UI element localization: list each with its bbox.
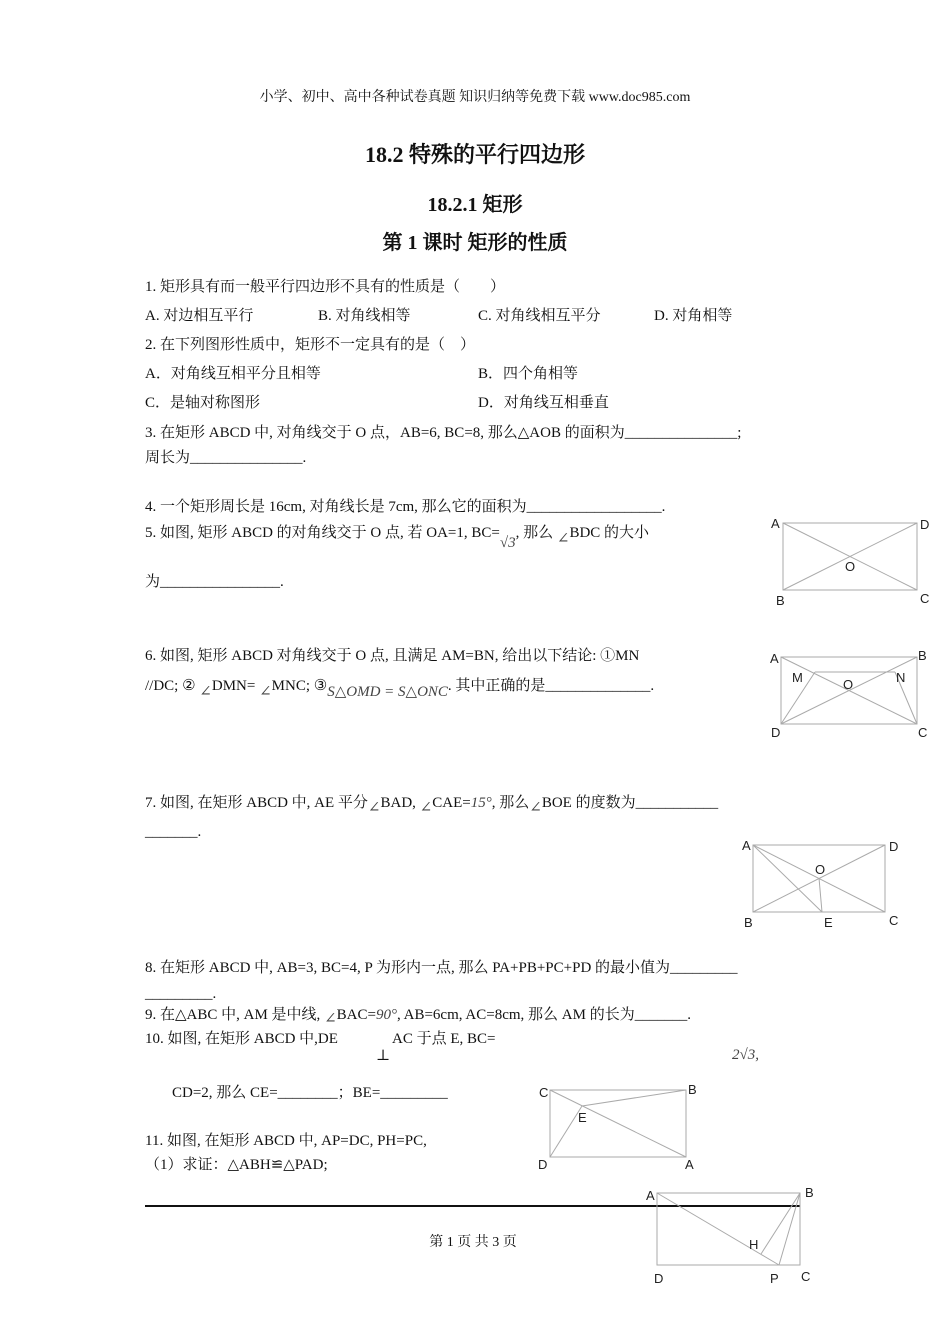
q6-line1: 6. 如图, 矩形 ABCD 对角线交于 O 点, 且满足 AM=BN, 给出以下结论: ①MN (145, 648, 640, 664)
perp-symbol: ⊥ (376, 1048, 391, 1064)
q1-option-d: D. 对角相等 (654, 308, 733, 324)
svg-text:D: D (538, 1157, 548, 1172)
figure-q10 (538, 1082, 697, 1172)
svg-text:B: B (776, 593, 785, 608)
sqrt3: √3 (499, 535, 516, 551)
svg-text:A: A (770, 651, 779, 666)
svg-text:A: A (646, 1188, 655, 1203)
q10-bc-value: 2√3, (732, 1047, 759, 1063)
q5-line2: 为________________. (145, 574, 284, 590)
svg-text:B: B (744, 915, 753, 930)
svg-text:A: A (685, 1157, 694, 1172)
q2-option-b: B．四个角相等 (478, 366, 579, 382)
svg-text:O: O (815, 862, 826, 877)
figure-q6 (770, 648, 927, 740)
q3-line1: 3. 在矩形 ABCD 中, 对角线交于 O 点，AB=6, BC=8, 那么△AOB 的面积为_______________; (145, 425, 742, 441)
q10-line1: 10. 如图, 在矩形 ABCD 中,DE (145, 1031, 338, 1047)
figure-q7 (742, 838, 898, 930)
q1-option-c: C. 对角线相互平分 (478, 308, 601, 324)
q10-line1b: AC 于点 E, BC= (392, 1031, 496, 1047)
q4: 4. 一个矩形周长是 16cm, 对角线长是 7cm, 那么它的面积为__________________. (145, 499, 666, 515)
page-header: 小学、初中、高中各种试卷真题 知识归纳等免费下载 www.doc985.com (259, 90, 691, 105)
svg-text:D: D (889, 839, 899, 854)
figure-q5 (771, 516, 929, 608)
area-formula: S△OMD = S△ONC (327, 684, 448, 700)
svg-text:A: A (771, 516, 780, 531)
svg-text:D: D (920, 517, 930, 532)
q5-line1: 5. 如图, 矩形 ABCD 的对角线交于 O 点, 若 OA=1, BC=√3, 那么 ∠BDC 的大小 (145, 525, 650, 551)
footer-rule (145, 1205, 800, 1207)
q11-line1: 11. 如图, 在矩形 ABCD 中, AP=DC, PH=PC, (145, 1133, 427, 1149)
svg-text:B: B (688, 1082, 697, 1097)
svg-text:C: C (889, 913, 899, 928)
angle-symbol: ∠ (556, 531, 570, 547)
q1-stem: 1. 矩形具有而一般平行四边形不具有的性质是（ ） (145, 279, 506, 295)
svg-text:C: C (918, 725, 928, 740)
q1-option-b: B. 对角线相等 (318, 308, 411, 324)
subsection-title: 18.2.1 矩形 (427, 194, 523, 216)
svg-text:A: A (742, 838, 751, 853)
q2-option-c: C．是轴对称图形 (145, 395, 261, 411)
svg-text:C: C (539, 1085, 549, 1100)
q3-line2: 周长为_______________. (145, 450, 307, 466)
svg-text:O: O (845, 559, 856, 574)
q7-line1: 7. 如图, 在矩形 ABCD 中, AE 平分∠BAD, ∠CAE=15°, 那么∠BOE 的度数为___________ (145, 795, 719, 816)
svg-text:H: H (749, 1237, 759, 1252)
q9: 9. 在△ABC 中, AM 是中线, ∠BAC=90°, AB=6cm, AC=8cm, 那么 AM 的长为_______. (145, 1007, 691, 1027)
q8-line1: 8. 在矩形 ABCD 中, AB=3, BC=4, P 为形内一点, 那么 PA+PB+PC+PD 的最小值为_________ (145, 960, 738, 976)
svg-text:P: P (770, 1271, 779, 1286)
svg-text:M: M (792, 670, 803, 685)
svg-text:N: N (896, 670, 906, 685)
svg-text:B: B (918, 648, 927, 663)
q10-line2: CD=2, 那么 CE=________；BE=_________ (172, 1085, 448, 1101)
q6-line2: //DC; ② ∠DMN= ∠MNC; ③S△OMD = S△ONC. 其中正确的是______________. (145, 678, 655, 700)
svg-text:C: C (920, 591, 930, 606)
q7-line2: _______. (145, 824, 202, 840)
q2-option-a: A．对角线互相平分且相等 (145, 366, 321, 382)
svg-text:D: D (771, 725, 781, 740)
page-footer: 第 1 页 共 3 页 (429, 1235, 517, 1250)
svg-text:E: E (824, 915, 833, 930)
svg-text:B: B (805, 1185, 814, 1200)
svg-text:C: C (801, 1269, 811, 1284)
section-title: 18.2 特殊的平行四边形 (364, 142, 585, 167)
lesson-title: 第 1 课时 矩形的性质 (382, 232, 568, 254)
svg-text:E: E (578, 1110, 587, 1125)
svg-text:D: D (654, 1271, 664, 1286)
q11-line2: （1）求证：△ABH≌△PAD; (145, 1157, 328, 1173)
q2-stem: 2. 在下列图形性质中，矩形不一定具有的是（ ） (145, 337, 476, 353)
q2-option-d: D．对角线互相垂直 (478, 395, 609, 411)
svg-text:O: O (843, 677, 854, 692)
q8-line2: _________. (145, 986, 217, 1002)
q1-option-a: A. 对边相互平行 (145, 308, 254, 324)
